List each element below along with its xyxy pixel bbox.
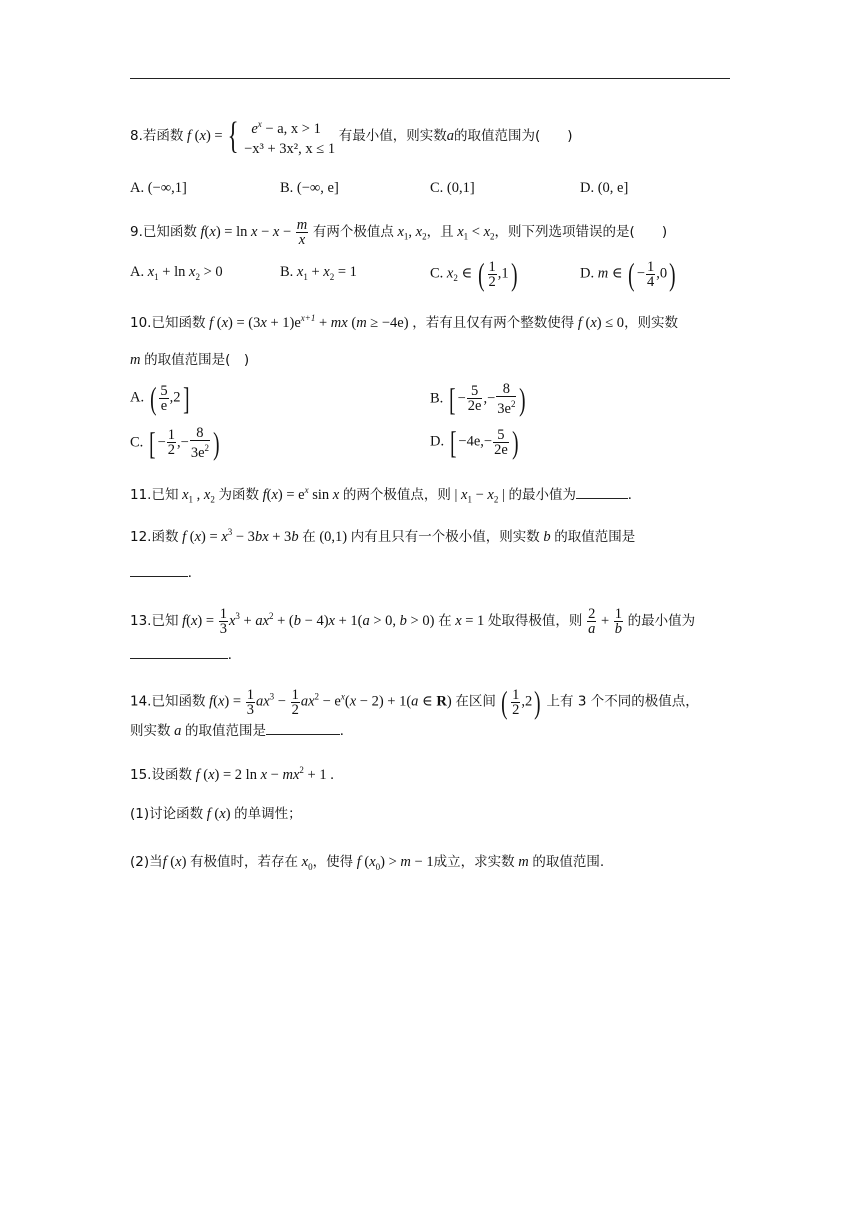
question-11: 11.已知 $x_1$ , $x_2$ 为函数 $f(x) = e^x$ sin x 的两个极值点，则 | $x_1 - x_2$ | 的最小值为 . — [130, 485, 632, 505]
question-15-part1: (1)讨论函数 f (x) 的单调性； — [130, 806, 302, 822]
question-10-line2: m 的取值范围是( ) — [130, 352, 250, 368]
q10-option-a: A. ( $\frac{5}{e}$ ,2] — [130, 380, 190, 416]
question-10: 10.已知函数 f $(x) = (3x + 1)e^{x+1}$ + mx (m ≥ −4e) ，若有且仅有两个整数使得 f (x) ≤ 0，则实数 — [130, 313, 679, 331]
question-15-part2: (2)当f (x) 有极值时，若存在 $x_0$，使得 f $(x_0) > m - 1$成立，求实数 m 的取值范围. — [130, 854, 605, 872]
q8-piecewise: $e^x - a$, x > 1 −x³ + 3x², x ≤ 1 — [244, 119, 336, 157]
header-rule — [130, 78, 730, 79]
question-12: 12.函数 f $(x) = x^3 - 3bx + 3b$ 在 (0,1) 内有且只有一个极小值，则实数 b 的取值范围是 — [130, 527, 636, 545]
question-8: 8.若函数 f (x) = { $e^x - a$, x > 1 −x³ + 3x², x ≤ 1 有最小值，则实数a的取值范围为( ) — [130, 115, 573, 158]
question-12-blank: . — [130, 562, 192, 583]
q10-option-d: D. [ −4e,− $\frac{5}{2e}$ ) — [430, 424, 519, 460]
q8-prefix: 8.若函数 — [130, 127, 184, 144]
question-13: 13.已知 f(x) = $\frac{1}{3}$ $x^3 + ax^2 + (b - 4)x + 1(a > 0$, b > 0) 在 x = 1 处取得极值，则 $\frac{2}{a}$ + $\frac{1}{b}$ 的最小值为 — [130, 606, 696, 637]
answer-blank — [266, 720, 340, 735]
question-14-line2: 则实数 a 的取值范围是 . — [130, 720, 344, 741]
q8-option-d: D. (0, e] — [580, 180, 629, 196]
question-14: 14.已知函数 f(x) = $\frac{1}{3}$ $ax^3$ − $\frac{1}{2}$ $ax^2 - e^x(x - 2) + 1(a$ ∈ R) 在区间 ( $\frac{1}{2}$ ,2) 上有 3 个不同的极值点， — [130, 684, 699, 720]
q9-option-a: A. $x_1 + \ln x_2 > 0$ — [130, 264, 223, 282]
answer-blank — [130, 562, 188, 577]
q9-option-b: B. $x_1 + x_2 = 1$ — [280, 264, 357, 282]
question-15: 15.设函数 f (x) = 2 $\ln x - mx^2 + 1$ . — [130, 765, 334, 783]
q10-option-b: B. [ − $\frac{5}{2e}$ ,− $\frac{8}{3e^2}$ ) — [430, 380, 526, 417]
question-13-blank: . — [130, 644, 232, 665]
question-9: 9.已知函数 f(x) = ln x − x − $\frac{m}{x}$ 有两个极值点 $x_1$, $x_2$，且 $x_1 < x_2$，则下列选项错误的是( ) — [130, 217, 668, 248]
answer-blank — [576, 484, 628, 499]
answer-blank — [130, 644, 228, 659]
q10-option-c: C. [ − $\frac{1}{2}$ ,− $\frac{8}{3e^2}$ ) — [130, 424, 220, 461]
q9-option-c: C. $x_2$ ∈ ( $\frac{1}{2}$ ,1) — [430, 256, 518, 292]
q8-option-c: C. (0,1] — [430, 180, 475, 196]
q9-option-d: D. m ∈ ( − $\frac{1}{4}$ ,0) — [580, 256, 676, 292]
q8-option-a: A. (−∞,1] — [130, 180, 187, 196]
q8-option-b: B. (−∞, e] — [280, 180, 339, 196]
